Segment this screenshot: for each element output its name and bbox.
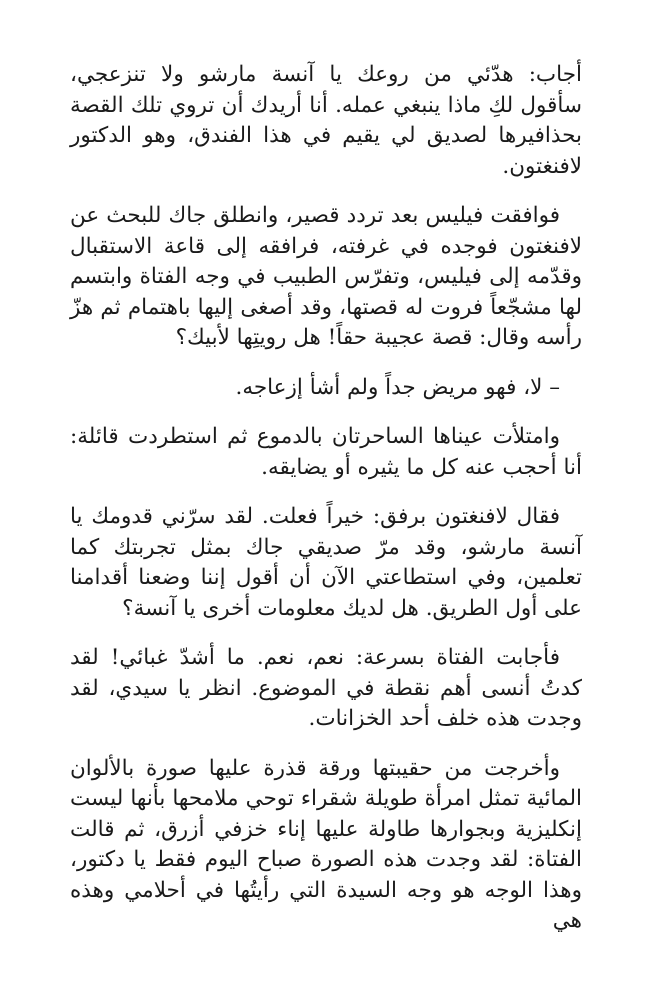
paragraph: فوافقت فيليس بعد تردد قصير، وانطلق جاك للبحث عن لافنغتون فوجده في غرفته، فرافقه إلى قاعة الاستقبال وقدّمه إلى فيليس، وتفرّس الطبيب في وجه الفتاة وابتسم لها مشجّعاً فروت له قصتها، وقد أصغى إليها باهتمام ثم هزّ رأسه وقال: قصة عجيبة حقاً! هل رويتِها لأبيك؟: [70, 203, 582, 350]
paragraph: فأجابت الفتاة بسرعة: نعم، نعم. ما أشدّ غبائي! لقد كدتُ أنسى أهم نقطة في الموضوع. انظر يا سيدي، لقد وجدت هذه خلف أحد الخزانات.: [70, 645, 582, 731]
paragraph: وأخرجت من حقيبتها ورقة قذرة عليها صورة بالألوان المائية تمثل امرأة طويلة شقراء توحي ملامحها بأنها ليست إنكليزية وبجوارها طاولة عليها إناء خزفي أزرق، ثم قالت الفتاة: لقد وجدت هذه الصورة صباح اليوم فقط يا دكتور، وهذا الوجه هو وجه السيدة التي رأيتُها في أحلامي وهذه هي: [70, 755, 582, 933]
paragraph: وامتلأت عيناها الساحرتان بالدموع ثم استطردت قائلة: أنا أحجب عنه كل ما يثيره أو يضايقه.: [70, 424, 582, 480]
paragraph: فقال لافنغتون برفق: خيراً فعلت. لقد سرّني قدومك يا آنسة مارشو، وقد مرّ صديقي جاك بمثل تجربتك كما تعلمين، وفي استطاعتي الآن أن أقول إننا وضعنا أقدامنا على أول الطريق. هل لديك معلومات أخرى يا آنسة؟: [70, 504, 582, 621]
book-page: [70, 60, 582, 956]
paragraph: أجاب: هدّئي من روعك يا آنسة مارشو ولا تنزعجي، سأقول لكِ ماذا ينبغي عمله. أنا أريدك أن تروي تلك القصة بحذافيرها لصديق لي يقيم في هذا الفندق، وهو الدكتور لافنغتون.: [70, 62, 582, 179]
dialogue-line: – لا، فهو مريض جداً ولم أشأ إزعاجه.: [235, 374, 560, 400]
